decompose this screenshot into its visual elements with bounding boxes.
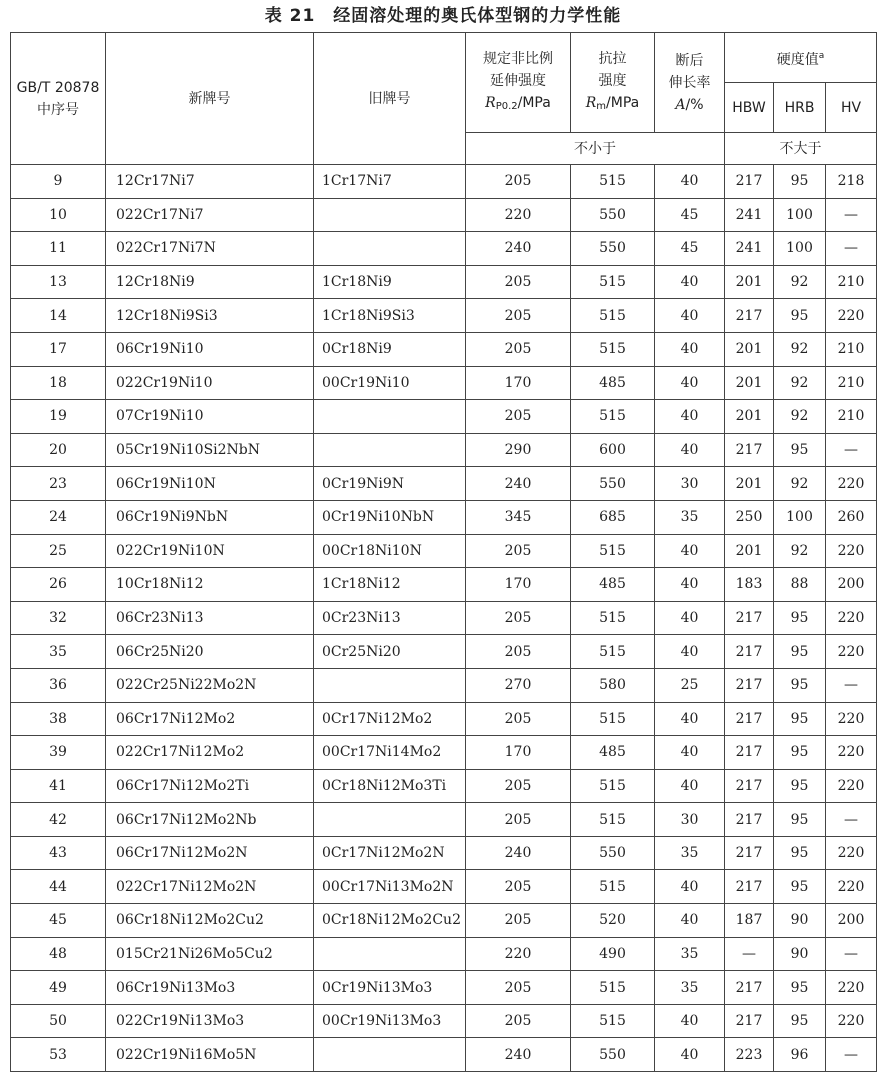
cell-tensile-strength: 485	[571, 736, 655, 770]
cell-tensile-strength: 515	[571, 803, 655, 837]
cell-seq: 48	[11, 937, 106, 971]
table-row	[11, 702, 877, 736]
cell-old-grade: 0Cr25Ni20	[314, 635, 466, 669]
cell-hbw: 223	[725, 1038, 774, 1072]
cell-hv: —	[826, 433, 877, 467]
cell-hv: 220	[826, 299, 877, 333]
table-row	[11, 668, 877, 702]
cell-old-grade	[314, 232, 466, 266]
cell-new-grade: 022Cr19Ni10	[106, 366, 314, 400]
cell-elongation: 40	[655, 332, 725, 366]
cell-yield-strength: 205	[466, 702, 571, 736]
mechanical-properties-table	[10, 32, 877, 1072]
cell-elongation: 40	[655, 702, 725, 736]
cell-old-grade: 0Cr18Ni12Mo2Cu2	[314, 904, 466, 938]
cell-hbw: 217	[725, 736, 774, 770]
cell-hrb: 95	[774, 836, 826, 870]
cell-yield-strength: 240	[466, 836, 571, 870]
cell-hbw: —	[725, 937, 774, 971]
cell-new-grade: 06Cr17Ni12Mo2Ti	[106, 769, 314, 803]
cell-elongation: 40	[655, 769, 725, 803]
cell-hv: 220	[826, 1004, 877, 1038]
cell-yield-strength: 205	[466, 870, 571, 904]
cell-hbw: 217	[725, 769, 774, 803]
table-row	[11, 467, 877, 501]
cell-elongation: 35	[655, 836, 725, 870]
cell-hrb: 95	[774, 736, 826, 770]
cell-tensile-strength: 515	[571, 870, 655, 904]
cell-new-grade: 015Cr21Ni26Mo5Cu2	[106, 937, 314, 971]
cell-new-grade: 022Cr19Ni10N	[106, 534, 314, 568]
header-new-grade: 新牌号	[106, 33, 314, 165]
cell-tensile-strength: 550	[571, 467, 655, 501]
cell-seq: 23	[11, 467, 106, 501]
cell-old-grade: 0Cr17Ni12Mo2N	[314, 836, 466, 870]
cell-elongation: 35	[655, 937, 725, 971]
cell-yield-strength: 205	[466, 165, 571, 199]
cell-seq: 20	[11, 433, 106, 467]
cell-new-grade: 07Cr19Ni10	[106, 400, 314, 434]
cell-new-grade: 06Cr17Ni12Mo2	[106, 702, 314, 736]
cell-elongation: 25	[655, 668, 725, 702]
cell-hrb: 95	[774, 971, 826, 1005]
cell-seq: 44	[11, 870, 106, 904]
cell-hrb: 88	[774, 568, 826, 602]
cell-new-grade: 06Cr19Ni10N	[106, 467, 314, 501]
table-row	[11, 1038, 877, 1072]
table-row	[11, 568, 877, 602]
cell-old-grade	[314, 400, 466, 434]
cell-hbw: 217	[725, 1004, 774, 1038]
cell-old-grade: 0Cr19Ni9N	[314, 467, 466, 501]
cell-hrb: 92	[774, 534, 826, 568]
cell-hrb: 95	[774, 803, 826, 837]
cell-yield-strength: 205	[466, 534, 571, 568]
cell-seq: 50	[11, 1004, 106, 1038]
cell-hbw: 201	[725, 332, 774, 366]
cell-hrb: 95	[774, 870, 826, 904]
header-hrb: HRB	[774, 83, 826, 133]
table-row	[11, 769, 877, 803]
cell-tensile-strength: 515	[571, 265, 655, 299]
cell-yield-strength: 220	[466, 937, 571, 971]
cell-new-grade: 022Cr17Ni12Mo2	[106, 736, 314, 770]
cell-hv: 210	[826, 265, 877, 299]
cell-elongation: 40	[655, 635, 725, 669]
cell-new-grade: 10Cr18Ni12	[106, 568, 314, 602]
cell-new-grade: 05Cr19Ni10Si2NbN	[106, 433, 314, 467]
cell-yield-strength: 205	[466, 601, 571, 635]
table-row	[11, 904, 877, 938]
cell-hrb: 95	[774, 1004, 826, 1038]
cell-yield-strength: 240	[466, 467, 571, 501]
cell-yield-strength: 170	[466, 568, 571, 602]
cell-new-grade: 12Cr18Ni9Si3	[106, 299, 314, 333]
cell-tensile-strength: 515	[571, 702, 655, 736]
header-not-more-than: 不大于	[725, 133, 877, 165]
cell-hbw: 217	[725, 702, 774, 736]
cell-seq: 19	[11, 400, 106, 434]
cell-old-grade	[314, 433, 466, 467]
cell-old-grade: 0Cr17Ni12Mo2	[314, 702, 466, 736]
cell-new-grade: 022Cr19Ni16Mo5N	[106, 1038, 314, 1072]
cell-seq: 35	[11, 635, 106, 669]
cell-hv: —	[826, 668, 877, 702]
cell-new-grade: 022Cr19Ni13Mo3	[106, 1004, 314, 1038]
cell-new-grade: 022Cr17Ni12Mo2N	[106, 870, 314, 904]
cell-new-grade: 06Cr17Ni12Mo2N	[106, 836, 314, 870]
cell-tensile-strength: 515	[571, 601, 655, 635]
cell-seq: 14	[11, 299, 106, 333]
cell-hrb: 96	[774, 1038, 826, 1072]
cell-hrb: 95	[774, 433, 826, 467]
cell-new-grade: 06Cr17Ni12Mo2Nb	[106, 803, 314, 837]
cell-yield-strength: 170	[466, 736, 571, 770]
cell-hrb: 92	[774, 366, 826, 400]
cell-yield-strength: 205	[466, 803, 571, 837]
cell-hrb: 100	[774, 232, 826, 266]
cell-old-grade	[314, 803, 466, 837]
cell-elongation: 40	[655, 1038, 725, 1072]
cell-elongation: 40	[655, 904, 725, 938]
cell-hbw: 201	[725, 265, 774, 299]
cell-old-grade: 1Cr17Ni7	[314, 165, 466, 199]
header-yield-strength: 规定非比例 延伸强度 $R_{P0.2}$/MPa	[466, 33, 571, 133]
cell-yield-strength: 240	[466, 232, 571, 266]
cell-old-grade: 0Cr18Ni9	[314, 332, 466, 366]
cell-seq: 24	[11, 500, 106, 534]
cell-yield-strength: 205	[466, 769, 571, 803]
cell-hrb: 100	[774, 198, 826, 232]
cell-elongation: 40	[655, 568, 725, 602]
cell-seq: 45	[11, 904, 106, 938]
cell-seq: 39	[11, 736, 106, 770]
table-row	[11, 332, 877, 366]
cell-hv: 210	[826, 332, 877, 366]
table-row	[11, 366, 877, 400]
header-hbw: HBW	[725, 83, 774, 133]
table-body	[11, 165, 877, 1072]
cell-tensile-strength: 515	[571, 400, 655, 434]
cell-hrb: 95	[774, 601, 826, 635]
table-row	[11, 534, 877, 568]
cell-new-grade: 022Cr17Ni7N	[106, 232, 314, 266]
cell-hv: 220	[826, 769, 877, 803]
cell-hbw: 217	[725, 635, 774, 669]
cell-seq: 32	[11, 601, 106, 635]
cell-hv: 220	[826, 702, 877, 736]
cell-seq: 18	[11, 366, 106, 400]
cell-hv: 220	[826, 870, 877, 904]
cell-elongation: 30	[655, 467, 725, 501]
cell-hbw: 217	[725, 299, 774, 333]
table-row	[11, 165, 877, 199]
cell-elongation: 35	[655, 500, 725, 534]
cell-hrb: 100	[774, 500, 826, 534]
cell-seq: 42	[11, 803, 106, 837]
cell-new-grade: 12Cr18Ni9	[106, 265, 314, 299]
cell-elongation: 40	[655, 1004, 725, 1038]
cell-seq: 38	[11, 702, 106, 736]
cell-old-grade: 0Cr23Ni13	[314, 601, 466, 635]
cell-hbw: 201	[725, 400, 774, 434]
table-row	[11, 500, 877, 534]
cell-tensile-strength: 515	[571, 534, 655, 568]
cell-hbw: 241	[725, 198, 774, 232]
cell-old-grade: 00Cr19Ni13Mo3	[314, 1004, 466, 1038]
cell-hbw: 217	[725, 433, 774, 467]
cell-hbw: 183	[725, 568, 774, 602]
cell-seq: 17	[11, 332, 106, 366]
cell-yield-strength: 220	[466, 198, 571, 232]
cell-elongation: 40	[655, 870, 725, 904]
cell-seq: 49	[11, 971, 106, 1005]
cell-hv: 220	[826, 971, 877, 1005]
cell-seq: 13	[11, 265, 106, 299]
table-row	[11, 870, 877, 904]
cell-new-grade: 06Cr23Ni13	[106, 601, 314, 635]
cell-tensile-strength: 515	[571, 1004, 655, 1038]
cell-old-grade: 1Cr18Ni9Si3	[314, 299, 466, 333]
cell-hv: —	[826, 1038, 877, 1072]
cell-old-grade: 0Cr19Ni13Mo3	[314, 971, 466, 1005]
cell-tensile-strength: 580	[571, 668, 655, 702]
cell-seq: 36	[11, 668, 106, 702]
cell-hv: 210	[826, 366, 877, 400]
cell-yield-strength: 345	[466, 500, 571, 534]
cell-elongation: 40	[655, 736, 725, 770]
cell-tensile-strength: 600	[571, 433, 655, 467]
cell-yield-strength: 205	[466, 400, 571, 434]
table-title: 表 21 经固溶处理的奥氏体型钢的力学性能	[264, 6, 622, 26]
cell-seq: 53	[11, 1038, 106, 1072]
cell-tensile-strength: 515	[571, 971, 655, 1005]
cell-hv: —	[826, 803, 877, 837]
cell-old-grade: 0Cr19Ni10NbN	[314, 500, 466, 534]
cell-tensile-strength: 550	[571, 1038, 655, 1072]
cell-tensile-strength: 485	[571, 366, 655, 400]
cell-yield-strength: 290	[466, 433, 571, 467]
table-row	[11, 1004, 877, 1038]
header-not-less-than: 不小于	[466, 133, 725, 165]
cell-new-grade: 06Cr19Ni9NbN	[106, 500, 314, 534]
cell-hbw: 241	[725, 232, 774, 266]
cell-elongation: 40	[655, 366, 725, 400]
header-seq: GB/T 20878 中序号	[11, 33, 106, 165]
cell-hbw: 217	[725, 803, 774, 837]
cell-new-grade: 06Cr25Ni20	[106, 635, 314, 669]
cell-yield-strength: 270	[466, 668, 571, 702]
cell-yield-strength: 205	[466, 635, 571, 669]
cell-hrb: 90	[774, 937, 826, 971]
cell-tensile-strength: 515	[571, 769, 655, 803]
cell-hbw: 217	[725, 971, 774, 1005]
cell-tensile-strength: 515	[571, 332, 655, 366]
cell-hrb: 95	[774, 299, 826, 333]
cell-hrb: 95	[774, 635, 826, 669]
cell-tensile-strength: 515	[571, 635, 655, 669]
cell-yield-strength: 205	[466, 1004, 571, 1038]
cell-hrb: 92	[774, 400, 826, 434]
header-hardness: 硬度值$^a$	[725, 33, 877, 83]
table-row	[11, 971, 877, 1005]
cell-new-grade: 12Cr17Ni7	[106, 165, 314, 199]
cell-hbw: 201	[725, 366, 774, 400]
cell-new-grade: 06Cr19Ni13Mo3	[106, 971, 314, 1005]
table-row	[11, 836, 877, 870]
cell-hrb: 95	[774, 668, 826, 702]
cell-tensile-strength: 550	[571, 836, 655, 870]
cell-old-grade	[314, 937, 466, 971]
cell-seq: 43	[11, 836, 106, 870]
cell-hv: —	[826, 198, 877, 232]
cell-seq: 25	[11, 534, 106, 568]
table-row	[11, 299, 877, 333]
table-row	[11, 601, 877, 635]
cell-hbw: 201	[725, 534, 774, 568]
cell-new-grade: 06Cr19Ni10	[106, 332, 314, 366]
cell-hrb: 90	[774, 904, 826, 938]
cell-yield-strength: 205	[466, 332, 571, 366]
cell-tensile-strength: 550	[571, 198, 655, 232]
cell-yield-strength: 240	[466, 1038, 571, 1072]
cell-yield-strength: 205	[466, 971, 571, 1005]
cell-seq: 41	[11, 769, 106, 803]
table-row	[11, 635, 877, 669]
table-row	[11, 803, 877, 837]
cell-old-grade: 00Cr17Ni14Mo2	[314, 736, 466, 770]
cell-seq: 9	[11, 165, 106, 199]
cell-old-grade: 00Cr18Ni10N	[314, 534, 466, 568]
cell-old-grade	[314, 668, 466, 702]
cell-elongation: 35	[655, 971, 725, 1005]
cell-old-grade: 00Cr19Ni10	[314, 366, 466, 400]
cell-hrb: 95	[774, 769, 826, 803]
cell-hv: 220	[826, 467, 877, 501]
cell-hv: 200	[826, 904, 877, 938]
cell-old-grade	[314, 198, 466, 232]
cell-hrb: 95	[774, 702, 826, 736]
cell-tensile-strength: 485	[571, 568, 655, 602]
cell-tensile-strength: 550	[571, 232, 655, 266]
header-hv: HV	[826, 83, 877, 133]
table-row	[11, 736, 877, 770]
cell-hv: 220	[826, 736, 877, 770]
cell-elongation: 40	[655, 299, 725, 333]
cell-new-grade: 06Cr18Ni12Mo2Cu2	[106, 904, 314, 938]
cell-hbw: 217	[725, 668, 774, 702]
cell-elongation: 40	[655, 265, 725, 299]
cell-tensile-strength: 515	[571, 165, 655, 199]
cell-hv: 220	[826, 601, 877, 635]
cell-old-grade: 1Cr18Ni12	[314, 568, 466, 602]
cell-hbw: 201	[725, 467, 774, 501]
header-tensile-strength: 抗拉 强度 $R_m$/MPa	[571, 33, 655, 133]
cell-hrb: 92	[774, 467, 826, 501]
table-row	[11, 198, 877, 232]
cell-elongation: 40	[655, 601, 725, 635]
cell-yield-strength: 170	[466, 366, 571, 400]
cell-seq: 10	[11, 198, 106, 232]
cell-hv: 260	[826, 500, 877, 534]
cell-tensile-strength: 685	[571, 500, 655, 534]
cell-yield-strength: 205	[466, 265, 571, 299]
cell-hbw: 250	[725, 500, 774, 534]
cell-elongation: 40	[655, 400, 725, 434]
cell-hv: 220	[826, 534, 877, 568]
cell-hrb: 92	[774, 265, 826, 299]
cell-elongation: 30	[655, 803, 725, 837]
cell-tensile-strength: 520	[571, 904, 655, 938]
cell-hv: 210	[826, 400, 877, 434]
table-header	[11, 33, 877, 165]
cell-new-grade: 022Cr17Ni7	[106, 198, 314, 232]
cell-new-grade: 022Cr25Ni22Mo2N	[106, 668, 314, 702]
cell-elongation: 40	[655, 433, 725, 467]
cell-hbw: 217	[725, 601, 774, 635]
cell-hv: —	[826, 937, 877, 971]
cell-hbw: 217	[725, 836, 774, 870]
table-row	[11, 232, 877, 266]
header-elongation: 断后 伸长率 A/%	[655, 33, 725, 133]
cell-old-grade: 00Cr17Ni13Mo2N	[314, 870, 466, 904]
cell-seq: 26	[11, 568, 106, 602]
cell-elongation: 40	[655, 534, 725, 568]
cell-hv: 218	[826, 165, 877, 199]
cell-elongation: 45	[655, 198, 725, 232]
cell-hv: 220	[826, 836, 877, 870]
cell-hv: —	[826, 232, 877, 266]
cell-hrb: 95	[774, 165, 826, 199]
cell-yield-strength: 205	[466, 904, 571, 938]
cell-hrb: 92	[774, 332, 826, 366]
cell-elongation: 40	[655, 165, 725, 199]
table-row	[11, 400, 877, 434]
cell-old-grade: 1Cr18Ni9	[314, 265, 466, 299]
cell-hv: 200	[826, 568, 877, 602]
cell-tensile-strength: 515	[571, 299, 655, 333]
cell-elongation: 45	[655, 232, 725, 266]
cell-old-grade	[314, 1038, 466, 1072]
table-row	[11, 937, 877, 971]
cell-hbw: 217	[725, 870, 774, 904]
header-old-grade: 旧牌号	[314, 33, 466, 165]
cell-hv: 220	[826, 635, 877, 669]
cell-tensile-strength: 490	[571, 937, 655, 971]
cell-seq: 11	[11, 232, 106, 266]
cell-hbw: 187	[725, 904, 774, 938]
table-row	[11, 433, 877, 467]
cell-yield-strength: 205	[466, 299, 571, 333]
cell-hbw: 217	[725, 165, 774, 199]
cell-old-grade: 0Cr18Ni12Mo3Ti	[314, 769, 466, 803]
table-row	[11, 265, 877, 299]
